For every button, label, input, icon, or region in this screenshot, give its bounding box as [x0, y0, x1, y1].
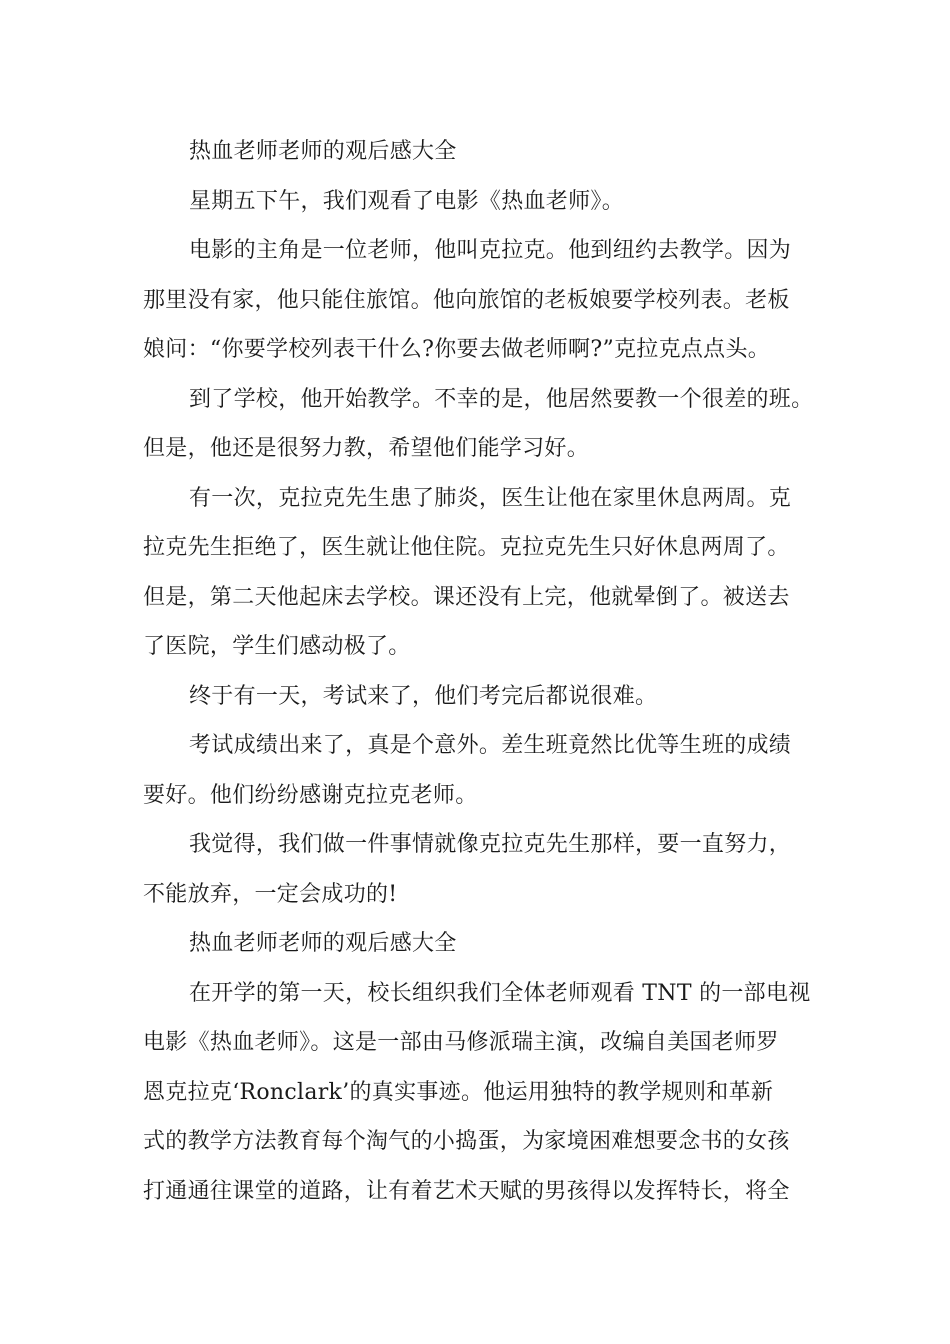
text-line: 但是，第二天他起床去学校。课还没有上完，他就晕倒了。被送去 — [143, 584, 790, 610]
text-line: 但是，他还是很努力教，希望他们能学习好。 — [143, 436, 590, 461]
text-line: 要好。他们纷纷感谢克拉克老师。 — [143, 782, 478, 808]
paragraph — [143, 226, 813, 375]
heading-1 — [143, 127, 813, 177]
text-line: 式的教学方法教育每个淘气的小捣蛋，为家境困难想要念书的女孩 — [143, 1129, 790, 1154]
text-line: 那里没有家，他只能住旅馆。他向旅馆的老板娘要学校列表。老板 — [143, 287, 790, 313]
text-line: 不能放弃，一定会成功的! — [143, 881, 398, 907]
text-line: 我觉得，我们做一件事情就像克拉克先生那样，要一直努力， — [189, 832, 792, 857]
text-line: 了医院，学生们感动极了。 — [143, 634, 411, 659]
paragraph — [143, 474, 813, 672]
text-line: 拉克先生拒绝了，医生就让他住院。克拉克先生只好休息两周了。 — [143, 535, 790, 560]
text-line: 热血老师老师的观后感大全 — [189, 139, 457, 164]
text-line: 在开学的第一天，校长组织我们全体老师观看 TNT 的一部电视 — [189, 980, 811, 1006]
text-line: 考试成绩出来了，真是个意外。差生班竟然比优等生班的成绩 — [189, 733, 792, 758]
paragraph — [143, 672, 813, 722]
text-line: 娘问：“你要学校列表干什么?你要去做老师啊?”克拉克点点头。 — [143, 337, 771, 362]
paragraph — [143, 721, 813, 820]
text-line: 打通通往课堂的道路，让有着艺术天赋的男孩得以发挥特长，将全 — [143, 1178, 790, 1204]
text-line: 有一次，克拉克先生患了肺炎，医生让他在家里休息两周。克 — [189, 485, 792, 511]
heading-2 — [143, 919, 813, 969]
text-line: 恩克拉克‘Ronclark’的真实事迹。他运用独特的教学规则和革新 — [143, 1079, 774, 1105]
paragraph — [143, 969, 813, 1217]
text-line: 电影的主角是一位老师，他叫克拉克。他到纽约去教学。因为 — [189, 238, 792, 263]
text-line: 星期五下午，我们观看了电影《热血老师》。 — [189, 188, 625, 214]
paragraph — [143, 820, 813, 919]
text-line: 热血老师老师的观后感大全 — [189, 931, 457, 956]
paragraph — [143, 177, 813, 227]
text-line: 电影《热血老师》。这是一部由马修派瑞主演，改编自美国老师罗 — [143, 1030, 779, 1055]
text-line: 到了学校，他开始教学。不幸的是，他居然要教一个很差的班。 — [189, 386, 814, 412]
paragraph — [143, 375, 813, 474]
document-body — [143, 127, 813, 1216]
text-line: 终于有一天，考试来了，他们考完后都说很难。 — [189, 683, 658, 709]
